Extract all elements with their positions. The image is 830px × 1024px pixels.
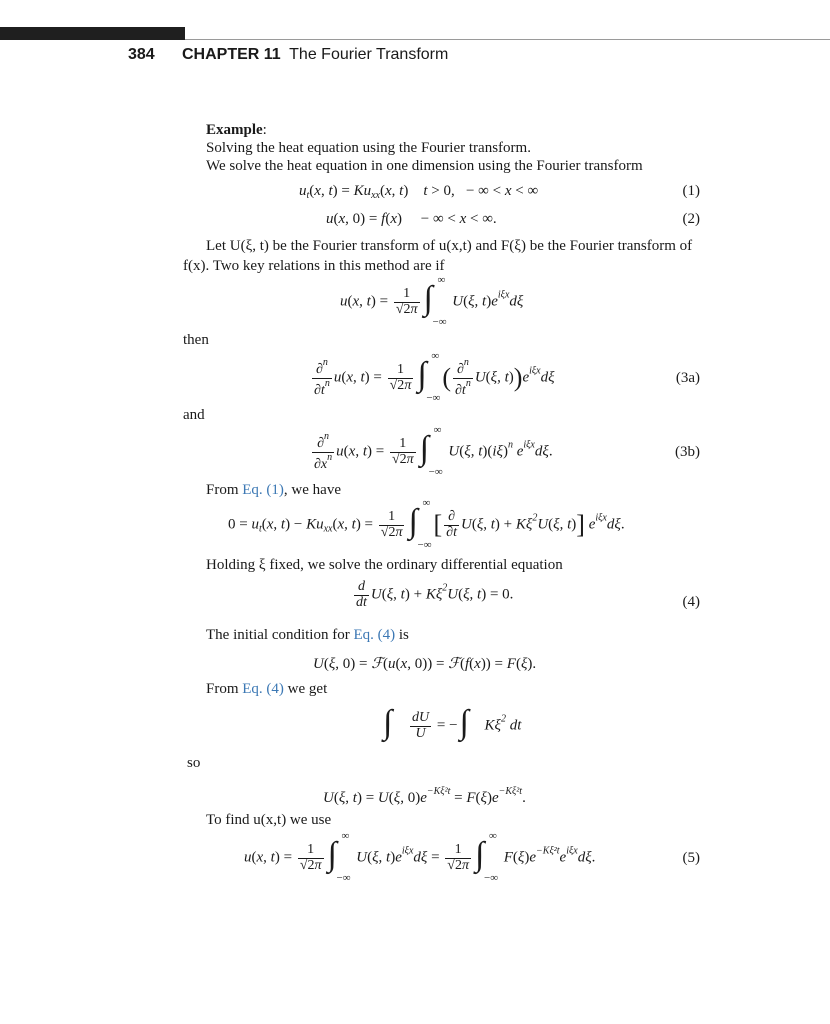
equation-4: $\frac{d}{dt}$ U(ξ, $t) + K\xi^2U(\xi$, t) = 0.	[356, 579, 514, 610]
example-line-2: We solve the heat equation in one dimension using the Fourier transform	[206, 158, 643, 174]
equation-3a-number: (3a)	[675, 370, 700, 386]
from-eq1-line: From Eq. (1), we have	[206, 482, 341, 498]
paragraph-let-2: f(x). Two key relations in this method are if	[183, 258, 445, 274]
equation-initial-condition: U(ξ, 0) = ℱ(u(x, 0)) = ℱ(f(x)) = F(ξ).	[313, 656, 537, 672]
equation-1-number: (1)	[682, 183, 700, 199]
equation-1: $u_t(x$, $t) = Ku_{xx}(x$, t) t > 0, − ∞ < x < ∞	[299, 183, 539, 201]
equation-3b: $\frac{\partial^n}{\partial x^n}$ u(x, t) = $\frac{1}{√2\pi}$ ∫ ∞ −∞ U(ξ, $t)(i\xi)^n$ $e^{i\xi x}d\xi$.	[314, 424, 553, 478]
equation-4-number: (4)	[682, 594, 700, 610]
eq1-link[interactable]: Eq. (1)	[242, 482, 284, 498]
equation-2-number: (2)	[682, 211, 700, 227]
equation-5-number: (5)	[682, 850, 700, 866]
page-number: 384	[128, 46, 155, 63]
equation-3a: $\frac{\partial^n}{\partial t^n}$ u(x, t) = $\frac{1}{√2\pi}$ ∫ ∞ −∞ ( $\frac{\partial^n}{\partial t^n}$ U(ξ, $t))e^{i\xi x}d\xi$	[314, 350, 555, 404]
header-bar	[0, 27, 185, 40]
equation-3b-number: (3b)	[675, 444, 700, 460]
example-line-1: Solving the heat equation using the Fourier transform.	[206, 140, 531, 156]
page-header	[128, 46, 448, 64]
equation-substituted: $0 = u_t(x$, $t) - Ku_{xx}(x$, t) = $\frac{1}{√2\pi}$ ∫ ∞ −∞ [ $\frac{\partial}{\partial t}$ U(ξ, $t) + K\xi^2U(\xi$, t)] $e^{i\xi x}d\xi$.	[228, 497, 625, 551]
equation-5: u(x, t) = $\frac{1}{√2\pi}$ ∫ ∞ −∞ U(ξ, $t)e^{i\xi x}d\xi$ = $\frac{1}{√2\pi}$ ∫ ∞ −∞ $F(\xi)e^{-K\xi^2t}e^{i\xi x}d\xi$.	[244, 830, 596, 884]
chapter-title: The Fourier Transform	[289, 46, 449, 63]
chapter-label: CHAPTER 11	[182, 46, 281, 63]
equation-inverse-transform: u(x, t) = $\frac{1}{√2\pi}$ ∫ ∞ −∞ U(ξ, $t)e^{i\xi x}d\xi$	[340, 274, 524, 328]
word-so: so	[187, 755, 201, 771]
word-then: then	[183, 332, 209, 348]
equation-solution: U(ξ, t) = U(ξ, $0)e^{-K\xi^2t} = F(\xi)e^{-K\xi^2t}$.	[323, 786, 526, 806]
word-and: and	[183, 407, 205, 423]
eq4-link-3[interactable]: Eq. (4)	[242, 681, 284, 697]
from-eq4-line: From Eq. (4) we get	[206, 681, 328, 697]
header-rule	[185, 39, 830, 40]
equation-2: u(x, 0) = f(x) − ∞ < x < ∞.	[326, 211, 497, 227]
initial-condition-line: The initial condition for Eq. (4) is	[206, 627, 409, 643]
holding-line: Holding ξ fixed, we solve the ordinary differential equation	[206, 557, 563, 573]
to-find-line: To find u(x,t) we use	[206, 812, 332, 828]
example-heading: Example:	[206, 122, 267, 138]
eq4-link-1[interactable]: Eq. (4)	[353, 627, 396, 643]
paragraph-let: Let U(ξ, t) be the Fourier transform of u(x,t) and F(ξ) be the Fourier transform of	[206, 238, 693, 254]
equation-separation: ∫ $\frac{dU}{U}$ = − ∫ $K\xi^2$ dt	[383, 704, 522, 741]
